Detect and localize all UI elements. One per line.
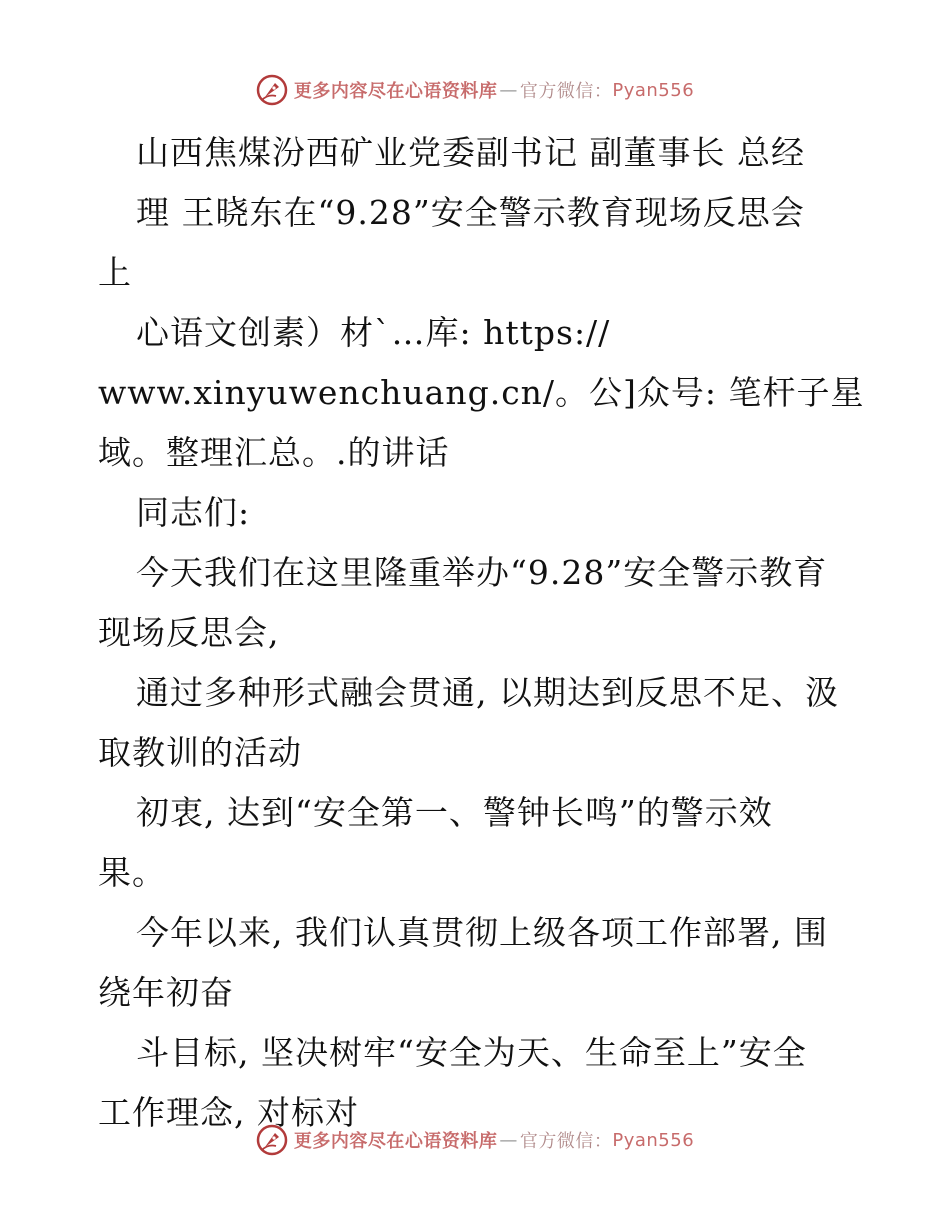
text-line: 绕年初奋 xyxy=(98,973,234,1012)
document-body xyxy=(98,123,865,1143)
text-line: 现场反思会, xyxy=(98,613,280,652)
text-line: 斗目标, 坚决树牢“安全为天、生命至上”安全 xyxy=(136,1033,807,1072)
text-line: 今天我们在这里隆重举办“9.28”安全警示教育 xyxy=(136,553,828,592)
text-line: 取教训的活动 xyxy=(98,733,302,772)
salutation: 同志们: xyxy=(136,493,251,532)
watermark-dash: — xyxy=(499,79,518,101)
text-line: 果。 xyxy=(98,853,166,892)
watermark-title: 更多内容尽在心语资料库 xyxy=(293,1131,498,1152)
watermark-wechat-id: Pyan556 xyxy=(612,1129,695,1151)
watermark-title: 更多内容尽在心语资料库 xyxy=(293,81,498,102)
pen-nib-logo-icon xyxy=(256,1124,288,1156)
watermark-label: 官方微信： xyxy=(519,81,613,102)
watermark-dash: — xyxy=(499,1129,518,1151)
header-watermark xyxy=(0,70,950,110)
watermark-label: 官方微信： xyxy=(519,1131,613,1152)
text-line: 理 王晓东在“9.28”安全警示教育现场反思会 xyxy=(136,193,805,232)
text-line: 初衷, 达到“安全第一、警钟长鸣”的警示效 xyxy=(136,793,773,832)
text-line: 心语文创素）材`…库: https:// xyxy=(136,313,611,352)
text-line: 域。整理汇总。.的讲话 xyxy=(98,433,450,472)
watermark-wechat-id: Pyan556 xyxy=(612,79,695,101)
text-line: 通过多种形式融会贯通, 以期达到反思不足、汲 xyxy=(136,673,839,712)
pen-nib-logo-icon xyxy=(256,74,288,106)
text-line: 工作理念, 对标对 xyxy=(98,1093,359,1132)
text-line: www.xinyuwenchuang.cn/。公]众号: 笔杆子星 xyxy=(98,373,865,412)
text-line: 今年以来, 我们认真贯彻上级各项工作部署, 围 xyxy=(136,913,828,952)
text-line: 上 xyxy=(98,253,132,292)
text-line: 山西焦煤汾西矿业党委副书记 副董事长 总经 xyxy=(136,133,805,172)
footer-watermark xyxy=(0,1120,950,1160)
